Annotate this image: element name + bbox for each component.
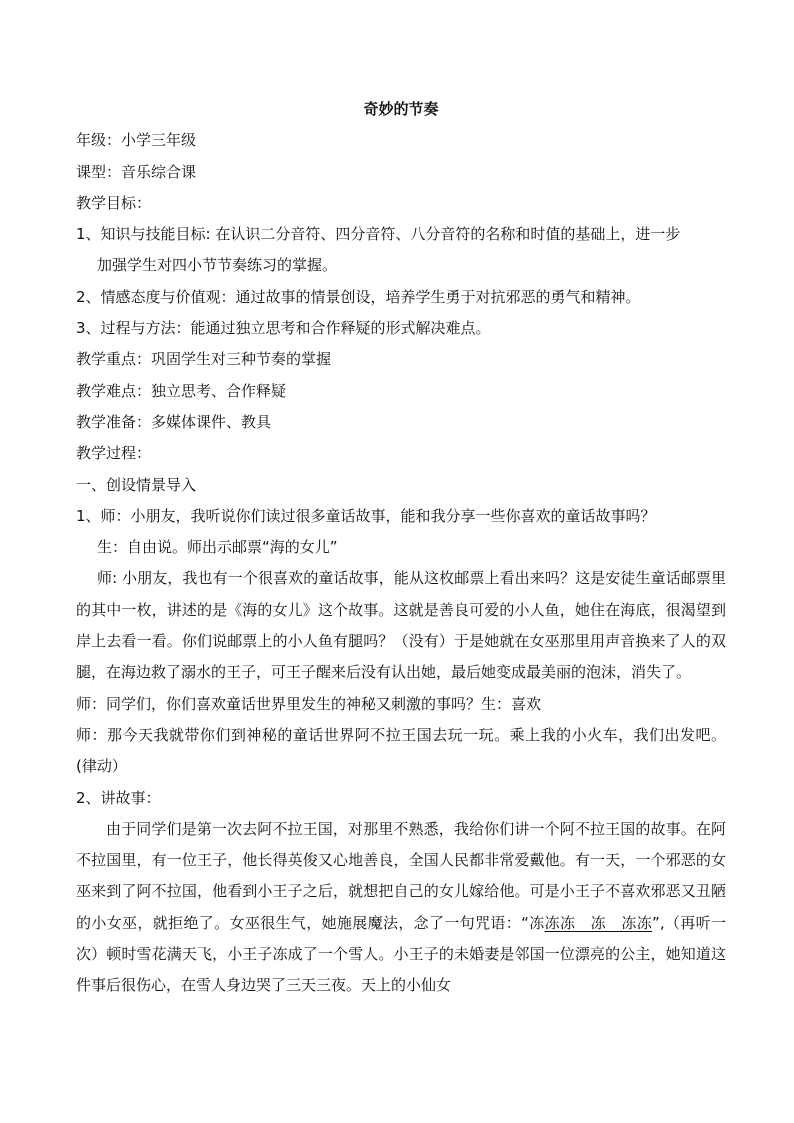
objective-2-line: 2、情感态度与价值观：通过故事的情景创设，培养学生勇于对抗邪恶的勇气和精神。 bbox=[76, 287, 641, 306]
step-1-line: 1、师：小朋友，我听说你们读过很多童话故事，能和我分享一些你喜欢的童话故事吗？ bbox=[76, 506, 656, 525]
story-text-part-2: ”,（再听一次）顿时雪花满天飞，小王子冻成了一个雪人。小王子的未婚妻是邻国一位漂亮的公主，她知道这件事后很伤心，在雪人身边哭了三天三夜。天上的小仙女 bbox=[76, 913, 726, 995]
document-page bbox=[76, 94, 726, 1002]
document-title: 奇妙的节奏 bbox=[363, 100, 439, 118]
difficulty-line: 教学难点：独立思考、合作释疑 bbox=[76, 381, 287, 400]
teacher-paragraph-2: 师：同学们，你们喜欢童话世界里发生的神秘又刺激的事吗？生：喜欢 bbox=[76, 694, 542, 713]
preparation-line: 教学准备：多媒体课件、教具 bbox=[76, 412, 272, 431]
objective-3-line: 3、过程与方法：能通过独立思考和合作释疑的形式解决难点。 bbox=[76, 319, 491, 338]
objective-1-line-a: 1、知识与技能目标: 在认识二分音符、四分音符、八分音符的名称和时值的基础上，进一步 bbox=[76, 225, 681, 244]
story-spell-text: 冻冻 冻 冻冻 bbox=[544, 913, 653, 932]
story-paragraph bbox=[76, 814, 726, 1002]
objective-1-line-b: 加强学生对四小节节奏练习的掌握。 bbox=[97, 256, 338, 275]
key-point-line: 教学重点：巩固学生对三种节奏的掌握 bbox=[76, 350, 332, 369]
grade-line: 年级：小学三年级 bbox=[76, 131, 197, 150]
step-2-line: 2、讲故事： bbox=[76, 788, 161, 807]
student-reply-line: 生：自由说。师出示邮票“海的女儿” bbox=[97, 538, 338, 557]
story-text-part-1: 由于同学们是第一次去阿不拉王国，对那里不熟悉，我给你们讲一个阿不拉王国的故事。在阿不拉国里，有一位王子，他长得英俊又心地善良，全国人民都非常爱戴他。有一天，一个邪恶的女巫来到了阿不拉国，他看到小王子之后，就想把自己的女儿嫁给他。可是小王子不喜欢邪恶又丑陋的小女巫，就拒绝了。女巫很生气，她施展魔法，念了一句咒语：“冻 bbox=[76, 819, 726, 932]
section-1-heading: 一、创设情景导入 bbox=[76, 475, 197, 494]
course-type-line: 课型：音乐综合课 bbox=[76, 162, 197, 181]
teacher-paragraph-1: 师: 小朋友，我也有一个很喜欢的童话故事，能从这枚邮票上看出来吗？这是安徒生童话邮票里的其中一枚，讲述的是《海的女儿》这个故事。这就是善良可爱的小人鱼，她住在海底，很渴望到岸上去看一看。你们说邮票上的小人鱼有腿吗？（没有）于是她就在女巫那里用声音换来了人的双腿，在海边救了溺水的王子，可王子醒来后没有认出她，最后她变成最美丽的泡沫，消失了。 bbox=[76, 569, 726, 682]
teacher-paragraph-3: 师：那今天我就带你们到神秘的童话世界阿不拉王国去玩一玩。乘上我的小火车，我们出发吧。(律动） bbox=[76, 725, 726, 776]
objectives-heading: 教学目标： bbox=[76, 193, 152, 212]
process-heading: 教学过程： bbox=[76, 444, 152, 463]
